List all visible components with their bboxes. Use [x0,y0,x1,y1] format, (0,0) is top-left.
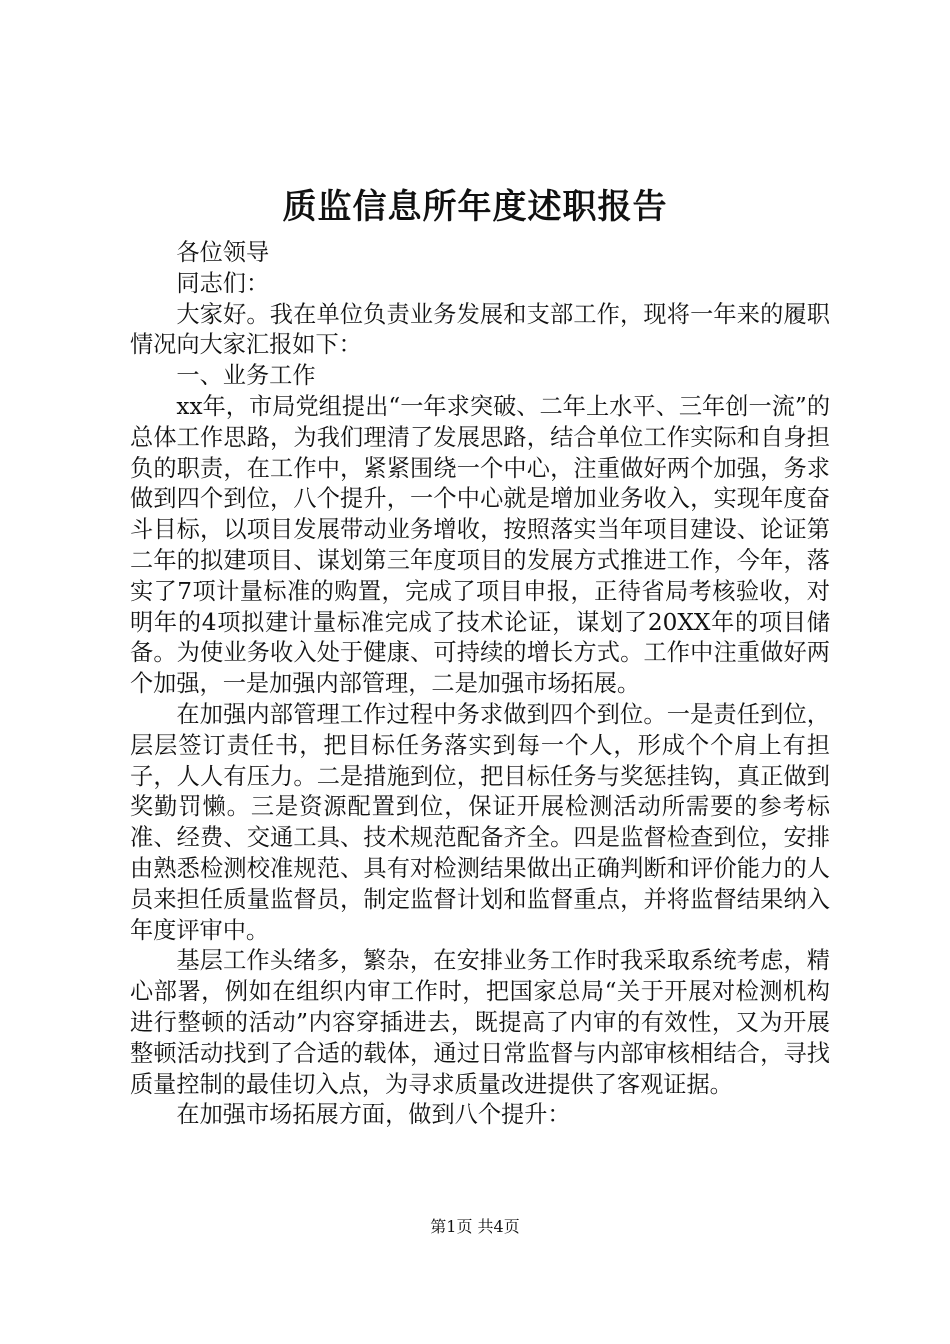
paragraph-annual-work: xx年，市局党组提出“一年求突破、二年上水平、三年创一流”的总体工作思路，为我们理清了发展思路，结合单位工作实际和自身担负的职责，在工作中，紧紧围绕一个中心，注重做好两个加强，务求做到四个到位，八个提升，一个中心就是增加业务收入，实现年度奋斗目标，以项目发展带动业务增收，按照落实当年项目建设、论证第二年的拟建项目、谋划第三年度项目的发展方式推进工作，今年，落实了7项计量标准的购置，完成了项目申报，正待省局考核验收，对明年的4项拟建计量标准完成了技术论证，谋划了20XX年的项目储备。为使业务收入处于健康、可持续的增长方式。工作中注重做好两个加强，一是加强内部管理，二是加强市场拓展。 [130,392,830,698]
salutation-leaders: 各位领导 [176,239,270,266]
document-body [130,238,830,1131]
paragraph-market-expansion: 在加强市场拓展方面，做到八个提升： [176,1101,571,1129]
paragraph-grassroots-work: 基层工作头绪多，繁杂，在安排业务工作时我采取系统考虑，精心部署，例如在组织内审工作时，把国家总局“关于开展对检测机构进行整顿的活动”内容穿插进去，既提高了内审的有效性，又为开展整顿活动找到了合适的载体，通过日常监督与内部审核相结合，寻找质量控制的最佳切入点，为寻求质量改进提供了客观证据。 [130,947,830,1098]
paragraph-internal-management: 在加强内部管理工作过程中务求做到四个到位。一是责任到位，层层签订责任书，把目标任务落实到每一个人，形成个个肩上有担子，人人有压力。二是措施到位，把目标任务与奖惩挂钩，真正做到奖勤罚懒。三是资源配置到位，保证开展检测活动所需要的参考标准、经费、交通工具、技术规范配备齐全。四是监督检查到位，安排由熟悉检测校准规范、具有对检测结果做出正确判断和评价能力的人员来担任质量监督员，制定监督计划和监督重点，并将监督结果纳入年度评审中。 [130,700,830,944]
section-heading-business: 一、业务工作 [176,362,316,390]
salutation-comrades: 同志们： [176,269,270,297]
page-footer: 第1页 共4页 [430,1217,520,1236]
document-title: 质监信息所年度述职报告 [282,187,668,227]
paragraph-intro: 大家好。我在单位负责业务发展和支部工作，现将一年来的履职情况向大家汇报如下： [130,300,830,359]
